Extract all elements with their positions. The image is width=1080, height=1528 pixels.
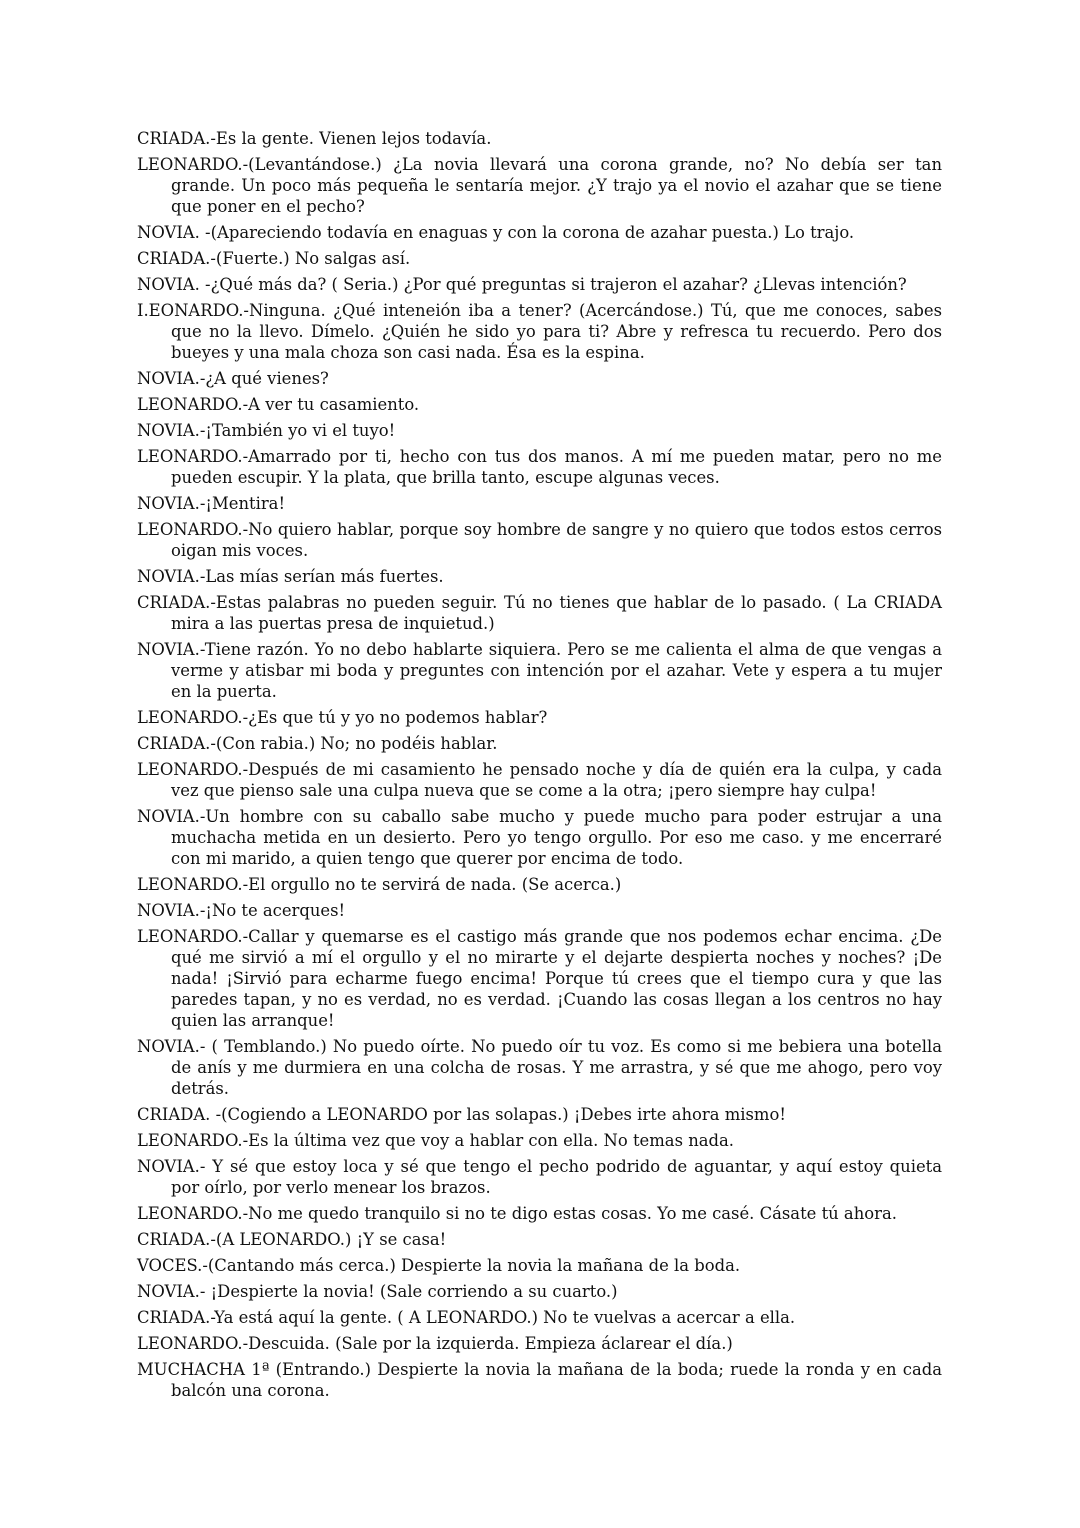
dialogue-line-leonardo: LEONARDO.-No quiero hablar, porque soy hombre de sangre y no quiero que todos estos cerros oigan mis voces. <box>137 520 942 560</box>
dialogue-line-criada: CRIADA.-Es la gente. Vienen lejos todavía. <box>137 129 492 148</box>
dialogue-line-novia: NOVIA.-Las mías serían más fuertes. <box>137 567 444 586</box>
dialogue-line-voces: VOCES.-(Cantando más cerca.) Despierte la novia la mañana de la boda. <box>137 1256 741 1275</box>
dialogue-line-novia: NOVIA. -(Apareciendo todavía en enaguas y con la corona de azahar puesta.) Lo trajo. <box>137 223 855 242</box>
script-page <box>137 128 942 1406</box>
dialogue-line-leonardo: LEONARDO.-(Levantándose.) ¿La novia llevará una corona grande, no? No debía ser tan grande. Un poco más pequeña le sentaría mejor. ¿Y trajo ya el novio el azahar que se tiene que poner en el pecho? <box>137 155 942 216</box>
dialogue-line-leonardo: LEONARDO.-¿Es que tú y yo no podemos hablar? <box>137 708 548 727</box>
dialogue-line-leonardo: LEONARDO.-Descuida. (Sale por la izquierda. Empieza áclarear el día.) <box>137 1334 733 1353</box>
dialogue-line-novia: NOVIA.-Un hombre con su caballo sabe mucho y puede mucho para poder estrujar a una muchacha metida en un desierto. Pero yo tengo orgullo. Por eso me caso. y me encerraré con mi marido, a quien tengo que querer por encima de todo. <box>137 807 942 868</box>
dialogue-line-leonardo: LEONARDO.-Amarrado por ti, hecho con tus dos manos. A mí me pueden matar, pero no me pueden escupir. Y la plata, que brilla tanto, escupe algunas veces. <box>137 447 942 487</box>
dialogue-line-novia: NOVIA.-¿A qué vienes? <box>137 369 329 388</box>
dialogue-line-novia: NOVIA.-Tiene razón. Yo no debo hablarte siquiera. Pero se me calienta el alma de que vengas a verme y atisbar mi boda y preguntes con intención por el azahar. Vete y espera a tu mujer en la puerta. <box>137 640 942 701</box>
dialogue-line-leonardo: LEONARDO.-No me quedo tranquilo si no te digo estas cosas. Yo me casé. Cásate tú ahora. <box>137 1204 897 1223</box>
dialogue-line-criada: CRIADA.-(A LEONARDO.) ¡Y se casa! <box>137 1230 447 1249</box>
dialogue-line-criada: CRIADA. -(Cogiendo a LEONARDO por las solapas.) ¡Debes irte ahora mismo! <box>137 1105 786 1124</box>
dialogue-line-criada: CRIADA.-Ya está aquí la gente. ( A LEONARDO.) No te vuelvas a acercar a ella. <box>137 1308 796 1327</box>
dialogue-line-criada: CRIADA.-(Fuerte.) No salgas así. <box>137 249 411 268</box>
dialogue-line-novia: NOVIA.-¡Mentira! <box>137 494 286 513</box>
dialogue-line-novia: NOVIA.-¡No te acerques! <box>137 901 346 920</box>
dialogue-line-leonardo: LEONARDO.-Callar y quemarse es el castigo más grande que nos podemos echar encima. ¿De qué me sirvió a mí el orgullo y el no mirarte y el dejarte despierta noches y noches? ¡De nada! ¡Sirvió para echarme fuego encima! Porque tú crees que el tiempo cura y que las paredes tapan, y no es verdad, no es verdad. ¡Cuando las cosas llegan a los centros no hay quien las arranque! <box>137 927 942 1030</box>
dialogue-line-muchacha: MUCHACHA 1ª (Entrando.) Despierte la novia la mañana de la boda; ruede la ronda y en cada balcón una corona. <box>137 1360 942 1400</box>
dialogue-line-leonardo: LEONARDO.-A ver tu casamiento. <box>137 395 420 414</box>
dialogue-line-leonardo: LEONARDO.-Es la última vez que voy a hablar con ella. No temas nada. <box>137 1131 734 1150</box>
dialogue-line-leonardo: I.EONARDO.-Ninguna. ¿Qué inteneión iba a tener? (Acercándose.) Tú, que me conoces, sabes que no la llevo. Dímelo. ¿Quién he sido yo para ti? Abre y refresca tu recuerdo. Pero dos bueyes y una mala choza son casi nada. Ésa es la espina. <box>137 301 942 362</box>
dialogue-line-novia: NOVIA.-¡También yo vi el tuyo! <box>137 421 396 440</box>
dialogue-line-novia: NOVIA. -¿Qué más da? ( Seria.) ¿Por qué preguntas si trajeron el azahar? ¿Llevas intención? <box>137 275 907 294</box>
dialogue-line-novia: NOVIA.- ( Temblando.) No puedo oírte. No puedo oír tu voz. Es como si me bebiera una botella de anís y me durmiera en una colcha de rosas. Y me arrastra, y sé que me ahogo, pero voy detrás. <box>137 1037 942 1098</box>
dialogue-line-criada: CRIADA.-Estas palabras no pueden seguir. Tú no tienes que hablar de lo pasado. ( La CRIADA mira a las puertas presa de inquietud.) <box>137 593 942 633</box>
dialogue-line-leonardo: LEONARDO.-Después de mi casamiento he pensado noche y día de quién era la culpa, y cada vez que pienso sale una culpa nueva que se come a la otra; ¡pero siempre hay culpa! <box>137 760 942 800</box>
dialogue-line-leonardo: LEONARDO.-El orgullo no te servirá de nada. (Se acerca.) <box>137 875 622 894</box>
dialogue-line-novia: NOVIA.- ¡Despierte la novia! (Sale corriendo a su cuarto.) <box>137 1282 618 1301</box>
dialogue-line-criada: CRIADA.-(Con rabia.) No; no podéis hablar. <box>137 734 498 753</box>
dialogue-line-novia: NOVIA.- Y sé que estoy loca y sé que tengo el pecho podrido de aguantar, y aquí estoy quieta por oírlo, por verlo menear los brazos. <box>137 1157 942 1197</box>
